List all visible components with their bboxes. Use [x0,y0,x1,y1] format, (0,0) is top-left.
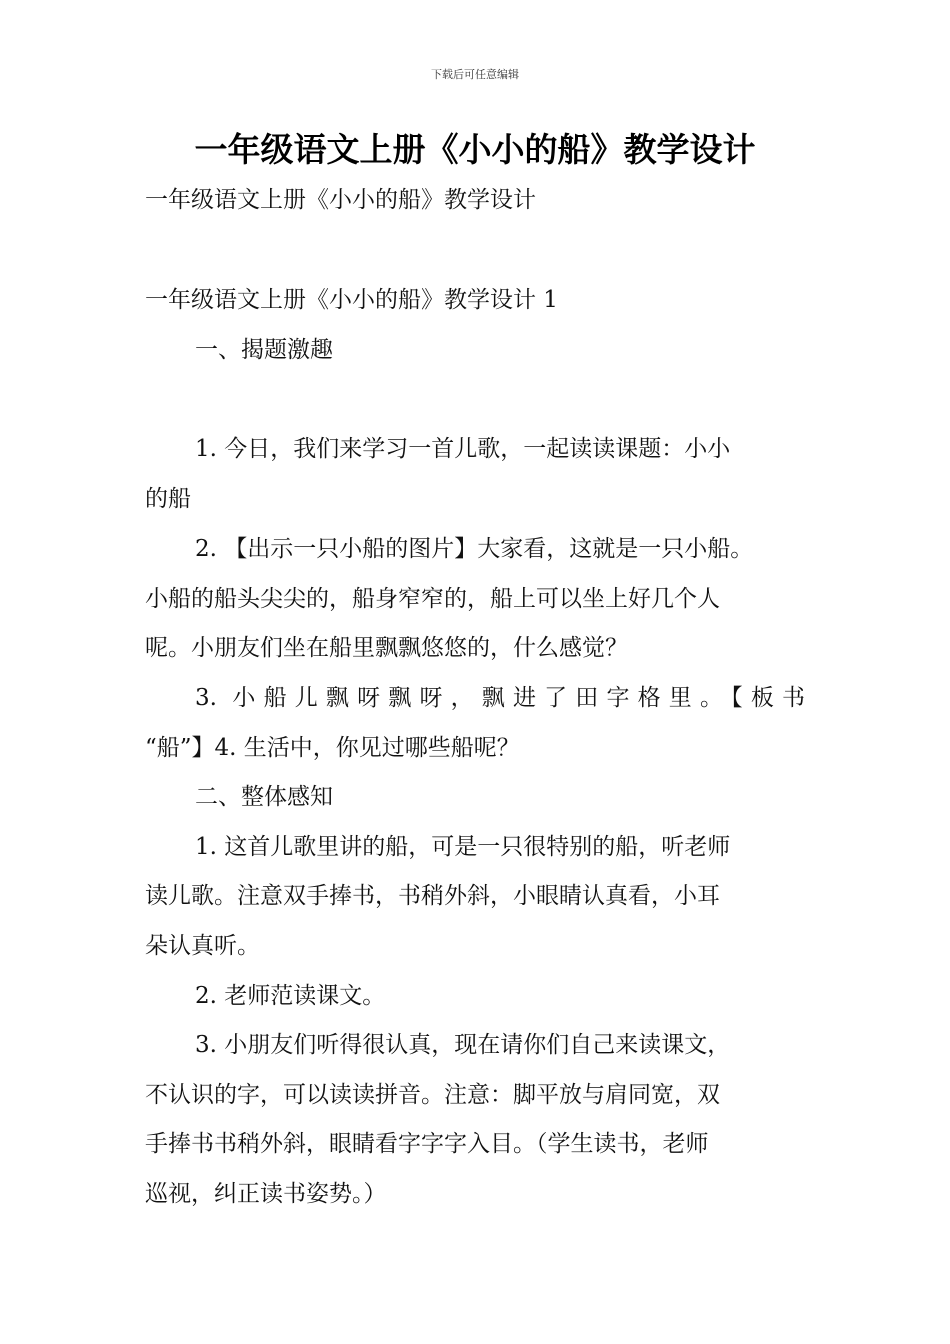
header-note: 下载后可任意编辑 [431,68,519,81]
heading-reveal-topic: 一、揭题激趣 [195,337,333,363]
paragraph-line: 3. 小朋友们听得很认真，现在请你们自己来读课文， [195,1032,731,1058]
paragraph-line: 2. 老师范读课文。 [195,983,386,1009]
paragraph-line: 读儿歌。注意双手捧书，书稍外斜，小眼睛认真看，小耳 [145,883,720,909]
paragraph-line: 小船的船头尖尖的，船身窄窄的，船上可以坐上好几个人 [145,586,720,612]
paragraph-line: 不认识的字，可以读读拼音。注意：脚平放与肩同宽，双 [145,1082,720,1108]
heading-overall-perception: 二、整体感知 [195,784,333,810]
document-title: 一年级语文上册《小小的船》教学设计 [194,130,756,169]
section-title: 一年级语文上册《小小的船》教学设计 1 [145,287,558,313]
paragraph-line: 1. 这首儿歌里讲的船，可是一只很特别的船，听老师 [195,834,731,860]
paragraph-line: 巡视，纠正读书姿势。） [145,1181,387,1207]
paragraph-line: “船”】4. 生活中，你见过哪些船呢？ [145,735,520,761]
paragraph-line: 手捧书书稍外斜，眼睛看字字字入目。（学生读书，老师 [145,1131,709,1157]
paragraph-line: 1. 今日，我们来学习一首儿歌，一起读读课题：小小 [195,436,731,462]
paragraph-line: 呢。小朋友们坐在船里飘飘悠悠的，什么感觉？ [145,635,628,661]
paragraph-line: 2. 【出示一只小船的图片】大家看，这就是一只小船。 [195,536,754,562]
subtitle: 一年级语文上册《小小的船》教学设计 [145,187,536,213]
paragraph-line: 朵认真听。 [145,933,260,959]
paragraph-line: 的船 [145,486,191,512]
paragraph-line: 3. 小船儿飘呀飘呀，飘进了田字格里。【板书 [195,685,805,711]
